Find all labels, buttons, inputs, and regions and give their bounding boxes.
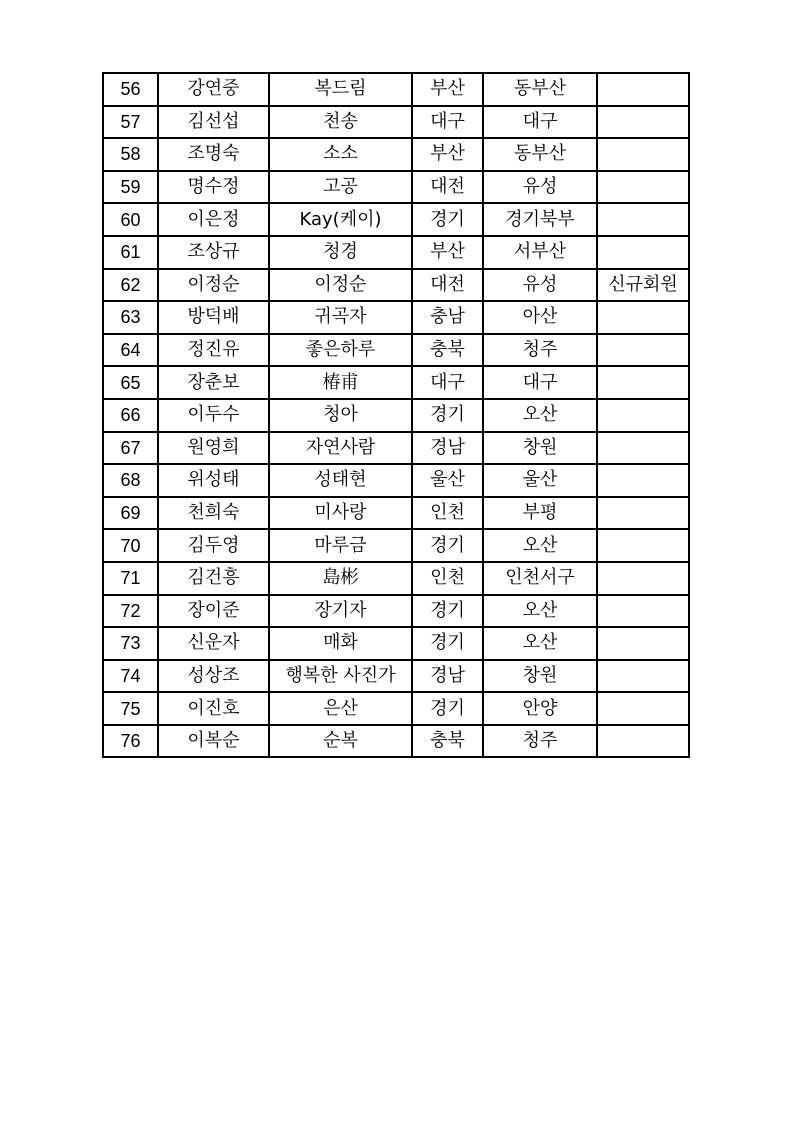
member-area-cell: 창원 [483,660,597,693]
member-name-cell: 이정순 [158,269,269,302]
member-note-cell [597,171,689,204]
member-region-cell: 충북 [412,725,483,758]
member-number-cell: 71 [103,562,158,595]
member-number-cell: 56 [103,73,158,106]
table-row [103,203,689,236]
member-note-cell [597,692,689,725]
member-table [102,72,690,758]
member-nickname-cell: 소소 [269,138,412,171]
member-region-cell: 경기 [412,692,483,725]
member-nickname-cell: 장기자 [269,595,412,628]
member-name-cell: 이두수 [158,399,269,432]
table-row [103,301,689,334]
member-note-cell [597,497,689,530]
member-area-cell: 청주 [483,725,597,758]
member-nickname-cell: 행복한 사진가 [269,660,412,693]
member-region-cell: 대구 [412,366,483,399]
member-note-cell [597,595,689,628]
member-nickname-cell: Kay(케이) [269,203,412,236]
table-row [103,464,689,497]
member-region-cell: 대구 [412,106,483,139]
table-row [103,692,689,725]
member-note-cell [597,236,689,269]
member-area-cell: 오산 [483,529,597,562]
member-region-cell: 울산 [412,464,483,497]
table-row [103,627,689,660]
member-area-cell: 울산 [483,464,597,497]
member-nickname-cell: 미사랑 [269,497,412,530]
member-number-cell: 73 [103,627,158,660]
member-number-cell: 62 [103,269,158,302]
member-region-cell: 대전 [412,269,483,302]
table-row [103,432,689,465]
member-name-cell: 김두영 [158,529,269,562]
member-nickname-cell: 청경 [269,236,412,269]
member-area-cell: 창원 [483,432,597,465]
member-area-cell: 인천서구 [483,562,597,595]
member-name-cell: 이복순 [158,725,269,758]
member-area-cell: 부평 [483,497,597,530]
member-name-cell: 명수정 [158,171,269,204]
table-row [103,725,689,758]
member-nickname-cell: 청아 [269,399,412,432]
member-number-cell: 64 [103,334,158,367]
member-region-cell: 경기 [412,627,483,660]
member-note-cell [597,399,689,432]
member-name-cell: 신운자 [158,627,269,660]
member-nickname-cell: 성태현 [269,464,412,497]
member-name-cell: 이진호 [158,692,269,725]
table-row [103,269,689,302]
member-name-cell: 방덕배 [158,301,269,334]
member-number-cell: 65 [103,366,158,399]
member-area-cell: 대구 [483,366,597,399]
member-number-cell: 69 [103,497,158,530]
member-region-cell: 경기 [412,399,483,432]
member-region-cell: 경기 [412,203,483,236]
member-region-cell: 인천 [412,562,483,595]
member-number-cell: 63 [103,301,158,334]
member-area-cell: 안양 [483,692,597,725]
member-region-cell: 부산 [412,73,483,106]
member-note-cell [597,138,689,171]
member-region-cell: 부산 [412,138,483,171]
table-row [103,595,689,628]
table-row [103,399,689,432]
member-area-cell: 오산 [483,595,597,628]
member-note-cell [597,432,689,465]
member-number-cell: 74 [103,660,158,693]
member-nickname-cell: 천송 [269,106,412,139]
member-note-cell [597,73,689,106]
member-note-cell [597,106,689,139]
table-row [103,497,689,530]
member-note-cell [597,660,689,693]
member-note-cell [597,203,689,236]
member-note-cell [597,464,689,497]
member-name-cell: 위성태 [158,464,269,497]
member-note-cell [597,334,689,367]
member-area-cell: 동부산 [483,73,597,106]
member-region-cell: 경기 [412,595,483,628]
member-region-cell: 부산 [412,236,483,269]
table-row [103,138,689,171]
member-region-cell: 대전 [412,171,483,204]
member-nickname-cell: 이정순 [269,269,412,302]
member-area-cell: 대구 [483,106,597,139]
table-row [103,366,689,399]
member-area-cell: 오산 [483,627,597,660]
member-name-cell: 김선섭 [158,106,269,139]
member-number-cell: 60 [103,203,158,236]
member-area-cell: 오산 [483,399,597,432]
member-nickname-cell: 복드림 [269,73,412,106]
table-row [103,73,689,106]
member-region-cell: 경기 [412,529,483,562]
member-nickname-cell: 자연사람 [269,432,412,465]
member-name-cell: 조명숙 [158,138,269,171]
member-area-cell: 서부산 [483,236,597,269]
member-area-cell: 동부산 [483,138,597,171]
member-name-cell: 장춘보 [158,366,269,399]
member-region-cell: 경남 [412,660,483,693]
member-name-cell: 강연중 [158,73,269,106]
member-number-cell: 59 [103,171,158,204]
member-number-cell: 70 [103,529,158,562]
member-note-cell [597,562,689,595]
member-name-cell: 장이준 [158,595,269,628]
member-area-cell: 아산 [483,301,597,334]
table-row [103,171,689,204]
member-area-cell: 경기북부 [483,203,597,236]
member-nickname-cell: 고공 [269,171,412,204]
member-table-body [103,73,689,757]
member-note-cell [597,366,689,399]
member-nickname-cell: 島彬 [269,562,412,595]
member-nickname-cell: 椿甫 [269,366,412,399]
member-name-cell: 성상조 [158,660,269,693]
table-row [103,529,689,562]
table-row [103,106,689,139]
member-name-cell: 원영희 [158,432,269,465]
member-nickname-cell: 귀곡자 [269,301,412,334]
member-number-cell: 61 [103,236,158,269]
member-number-cell: 67 [103,432,158,465]
member-name-cell: 조상규 [158,236,269,269]
member-number-cell: 68 [103,464,158,497]
member-nickname-cell: 은산 [269,692,412,725]
member-note-cell [597,627,689,660]
member-number-cell: 72 [103,595,158,628]
table-row [103,562,689,595]
member-area-cell: 청주 [483,334,597,367]
table-row [103,236,689,269]
member-nickname-cell: 좋은하루 [269,334,412,367]
member-note-cell [597,529,689,562]
member-area-cell: 유성 [483,269,597,302]
member-nickname-cell: 마루금 [269,529,412,562]
member-note-cell: 신규회원 [597,269,689,302]
member-nickname-cell: 매화 [269,627,412,660]
member-region-cell: 충북 [412,334,483,367]
member-number-cell: 57 [103,106,158,139]
member-number-cell: 75 [103,692,158,725]
member-note-cell [597,301,689,334]
member-nickname-cell: 순복 [269,725,412,758]
member-region-cell: 인천 [412,497,483,530]
member-number-cell: 58 [103,138,158,171]
member-number-cell: 76 [103,725,158,758]
member-name-cell: 천희숙 [158,497,269,530]
member-note-cell [597,725,689,758]
member-number-cell: 66 [103,399,158,432]
member-name-cell: 김건흥 [158,562,269,595]
member-region-cell: 경남 [412,432,483,465]
member-name-cell: 정진유 [158,334,269,367]
member-area-cell: 유성 [483,171,597,204]
table-row [103,660,689,693]
table-row [103,334,689,367]
member-region-cell: 충남 [412,301,483,334]
member-name-cell: 이은정 [158,203,269,236]
